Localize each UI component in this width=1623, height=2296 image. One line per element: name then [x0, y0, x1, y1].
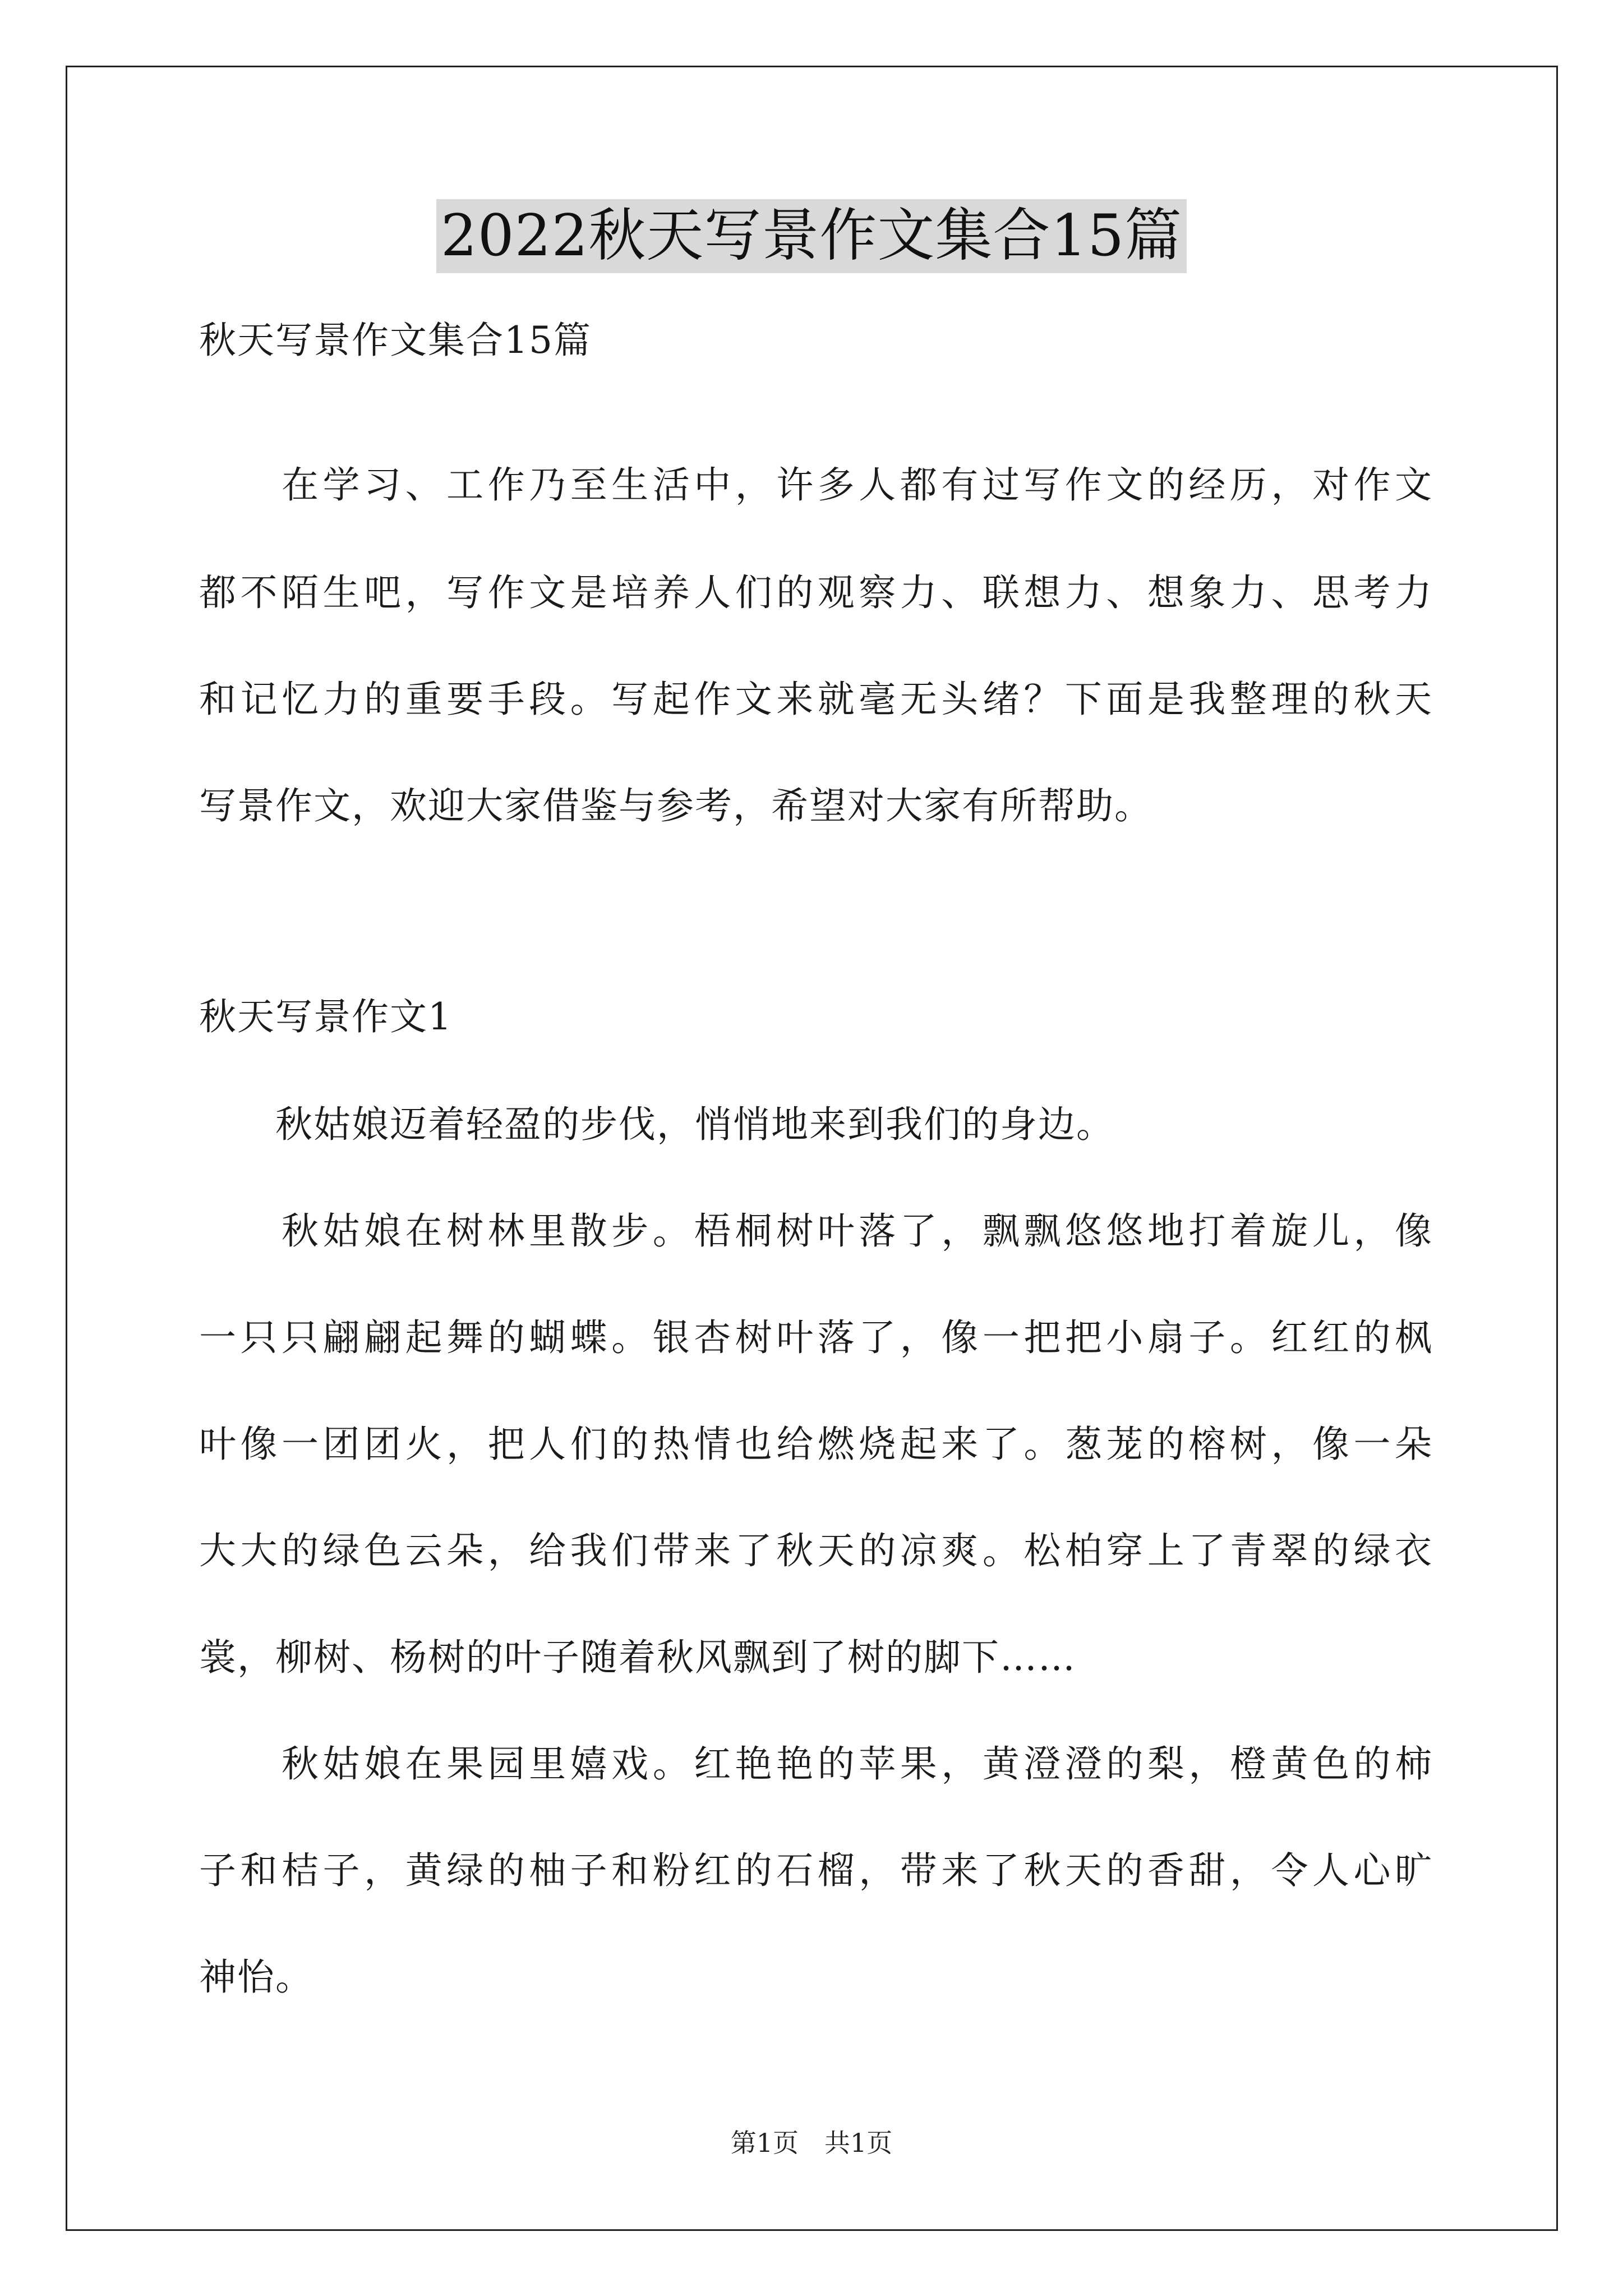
paragraph-line: 一只只翩翩起舞的蝴蝶。银杏树叶落了，像一把把小扇子。红红的枫	[199, 1316, 1433, 1359]
paragraph-line: 子和桔子，黄绿的柚子和粉红的石榴，带来了秋天的香甜，令人心旷	[199, 1849, 1433, 1892]
paragraph-line: 神怡。	[199, 1955, 313, 1999]
intro-line: 在学习、工作乃至生活中，许多人都有过写作文的经历，对作文	[199, 463, 1433, 507]
paragraph-line: 秋姑娘在果园里嬉戏。红艳艳的苹果，黄澄澄的梨，橙黄色的柿	[199, 1742, 1433, 1786]
subtitle: 秋天写景作文集合15篇	[199, 319, 592, 362]
document-title: 2022秋天写景作文集合15篇	[436, 199, 1187, 273]
paragraph-line: 秋姑娘迈着轻盈的步伐，悄悄地来到我们的身边。	[199, 1103, 1114, 1146]
paragraph-line: 秋姑娘在树林里散步。梧桐树叶落了，飘飘悠悠地打着旋儿，像	[199, 1209, 1433, 1253]
intro-line: 写景作文，欢迎大家借鉴与参考，希望对大家有所帮助。	[199, 784, 1152, 827]
paragraph-line: 大大的绿色云朵，给我们带来了秋天的凉爽。松柏穿上了青翠的绿衣	[199, 1529, 1433, 1572]
section-heading: 秋天写景作文1	[199, 995, 453, 1038]
title-container	[0, 199, 1623, 273]
paragraph-line: 裳，柳树、杨树的叶子随着秋风飘到了树的脚下……	[199, 1636, 1076, 1679]
paragraph-line: 叶像一团团火，把人们的热情也给燃烧起来了。葱茏的榕树，像一朵	[199, 1423, 1433, 1466]
intro-line: 都不陌生吧，写作文是培养人们的观察力、联想力、想象力、思考力	[199, 571, 1433, 614]
page-footer: 第1页 共1页	[730, 2128, 893, 2158]
intro-line: 和记忆力的重要手段。写起作文来就毫无头绪？下面是我整理的秋天	[199, 678, 1433, 721]
